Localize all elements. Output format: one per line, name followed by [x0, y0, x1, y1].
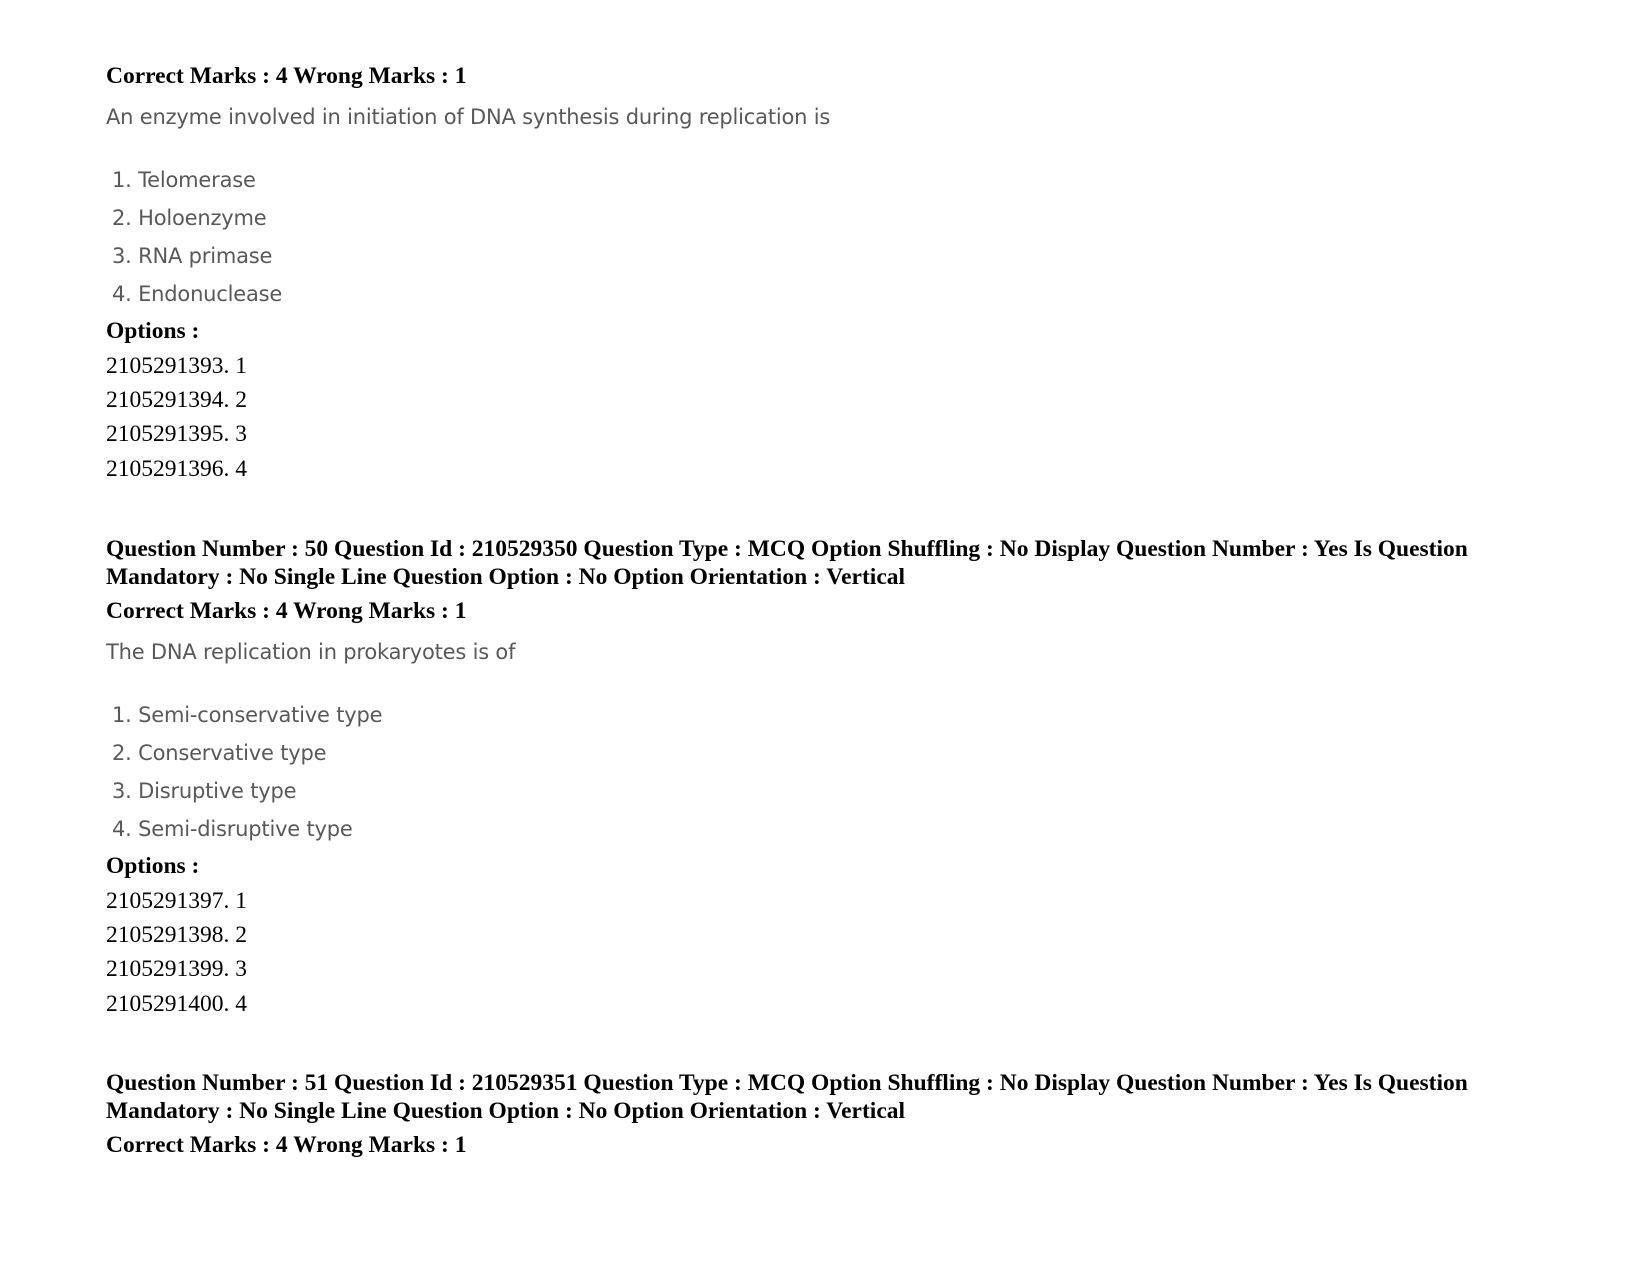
option-id-row: 2105291400. 4 [106, 991, 247, 1017]
choice-item: 1. Semi-conservative type [112, 703, 383, 727]
question-text: The DNA replication in prokaryotes is of [106, 640, 516, 664]
option-id-row: 2105291394. 2 [106, 387, 247, 413]
choice-item: 3. Disruptive type [112, 779, 297, 803]
question-header: Question Number : 51 Question Id : 210529351 Question Type : MCQ Option Shuffling : No Display Question Number : Yes Is Question Mandatory : No Single Line Question Option : No Option Orientation : Vertical [106, 1070, 1468, 1124]
option-id-row: 2105291393. 1 [106, 353, 247, 379]
choice-item: 3. RNA primase [112, 244, 273, 268]
option-id-row: 2105291395. 3 [106, 421, 247, 447]
option-id-row: 2105291398. 2 [106, 922, 247, 948]
marks-line: Correct Marks : 4 Wrong Marks : 1 [106, 1132, 467, 1158]
question-header: Question Number : 50 Question Id : 210529350 Question Type : MCQ Option Shuffling : No Display Question Number : Yes Is Question Mandatory : No Single Line Question Option : No Option Orientation : Vertical [106, 536, 1468, 590]
choice-item: 2. Holoenzyme [112, 206, 267, 230]
marks-line: Correct Marks : 4 Wrong Marks : 1 [106, 63, 467, 89]
option-id-row: 2105291396. 4 [106, 456, 247, 482]
options-label: Options : [106, 318, 200, 344]
options-label: Options : [106, 853, 200, 879]
question-text: An enzyme involved in initiation of DNA synthesis during replication is [106, 105, 831, 129]
choice-item: 4. Semi-disruptive type [112, 817, 353, 841]
choice-item: 1. Telomerase [112, 168, 256, 192]
option-id-row: 2105291399. 3 [106, 956, 247, 982]
marks-line: Correct Marks : 4 Wrong Marks : 1 [106, 598, 467, 624]
choice-item: 2. Conservative type [112, 741, 327, 765]
option-id-row: 2105291397. 1 [106, 888, 247, 914]
choice-item: 4. Endonuclease [112, 282, 283, 306]
